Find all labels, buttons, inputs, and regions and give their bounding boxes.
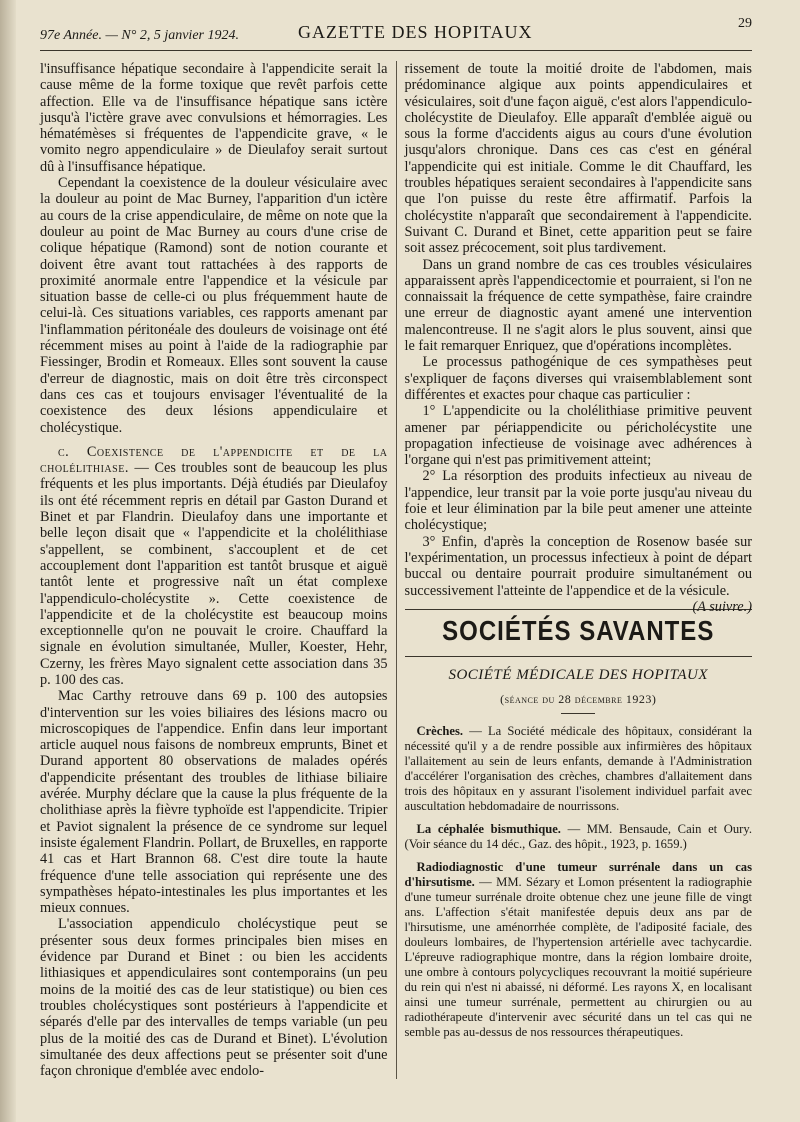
paragraph: Cependant la coexistence de la douleur vésiculaire avec la douleur au point de Mac Burney, l'apparition d'un ictère au cours de la crise appendiculaire, de même on note que la douleur au point de Mac Burney au cours d'une crise de colique hépatique (Ramond) sont de notion courante et doivent être avant tout rattachées à des rapports de proximité anormale entre l'appendice et la vésicule par situation basse de celle-ci ou plus fréquemment haute de celui-là. Ces situations variables, ces rapports amenant par l'inflammation péritonéale des douleurs de voisinage ont été récemment mises au point à l'aide de la radiographie par Fiessinger, Brodin et Romeaux. Elles sont souvent la cause d'erreur de diagnostic, mais on doit être très circonspect dans ces cas et toujours envisager l'éventualité de la coexistence des deux lésions appendiculaire et cholécystique. — [40, 175, 388, 436]
issue-info: 97e Année. — N° 2, 5 janvier 1924. — [40, 28, 239, 43]
section-banner: SOCIÉTÉS SAVANTES — [442, 615, 715, 647]
paragraph — [40, 444, 388, 688]
society-entries — [405, 724, 753, 1040]
paragraph: 2° La résorption des produits infectieux au niveau de l'appendice, leur transit par la voie porte jusqu'au niveau du foie et leur élimination par la bile peut amener une atteinte cholécystique; — [404, 468, 752, 534]
entry — [405, 822, 753, 852]
session-date: (séance du 28 décembre 1923) — [500, 691, 657, 706]
column-divider — [396, 61, 397, 1079]
paragraph: Dans un grand nombre de cas ces troubles vésiculaires apparaissent après l'appendicectomie et pourraient, si l'on ne connaissait la fréquence de cette sympathèse, faire craindre une erreur de diagnostic ayant amené une intervention malencontreuse. Il ne s'agit alors le plus souvent, ainsi que le fait remarquer Enriquez, que d'opérations incomplètes. — [404, 256, 752, 355]
paragraph: L'association appendiculo cholécystique peut se présenter sous deux formes principales bien mises en évidence par Durand et Binet : ou bien les accidents lithiasiques et appendiculaires sont contemporains (un peu moins de la moitié des cas de leur statistique) ou bien ces troubles cholécystiques sont postérieurs à l'appendicite et séparés d'elle par des intervalles de temps variable (un peu plus de la moitié des cas de Durand et Binet). L'évolution simultanée des deux affections peut se présenter soit d'une façon chronique d'emblée avec endolo- — [40, 916, 388, 1080]
society-title: SOCIÉTÉ MÉDICALE DES HOPITAUX — [448, 666, 709, 683]
paragraph-text: 3° Enfin, d'après la conception de Rosenow basée sur l'expérimentation, un processus infectieux à point de départ buccal ou dentaire pourrait produire simultanément ou successivement l'atteinte de l'appendice et de la vésicule. — [404, 533, 752, 599]
paragraph: l'insuffisance hépatique secondaire à l'appendicite serait la cause même de la forme toxique que revêt parfois cette affection. Elle va de l'insuffisance hépatique sans ictère jusqu'à l'ictère grave avec convulsions et hémorragies. Les hématémèses si fréquentes de l'appendicite grave, « le vomito negro appendiculaire » de Dieulafoy serait surtout dû à l'insuffisance hépatique. — [40, 61, 388, 175]
entry-title: Radiodiagnostic d'une tumeur surrénale dans un cas d'hirsutisme. — [404, 859, 752, 889]
to-be-continued: (A suivre.) — [692, 598, 752, 615]
page-header — [40, 0, 752, 51]
entry-text: — MM. Sézary et Lomon présentent la radiographie d'une tumeur surrénale droite obtenue chez une jeune fille de vingt ans. L'affection s'était manifestée depuis deux ans par de l'hirsutisme, une aménorrhée complète, de l'adiposité faciale, des douleurs lombaires, de l'hypertension artérielle avec tachycardie. L'épreuve radiographique montre, dans la région lombaire droite, une ombre à contours polycycliques recouvrant la moitié supérieure du rein qui n'est ni abaissé, ni déformé. Les rayons X, en localisant ainsi une tumeur surrénale, permettent au chirurgien ou au radiothérapeute d'intervenir avec sécurité dans un tel cas qui ne semble pas au-dessus de nos ressources thérapeutiques. — [404, 874, 752, 1039]
paragraph — [404, 533, 753, 615]
section-heading: c. Coexistence de l'appendicite et de la cholélithiase. — [40, 443, 388, 477]
columns — [40, 61, 752, 1079]
paragraph: Mac Carthy retrouve dans 69 p. 100 des autopsies d'intervention sur les voies biliaires des lésions macro ou microscopiques de l'appendice. Enfin dans leur important article auquel nous faisons de nombreux emprunts, Binet et Durand apportent 80 observations de malades opérés d'appendicite présentant des troubles de lithiase biliaire avérée. Murphy déclare que la cause la plus fréquente de la cholithiase après la fièvre typhoïde est l'appendicite. Tripier et Paviot signalent la présence de ce syndrome sur lequel insiste également Flandrin. Pollart, de Bruxelles, en rapporte 41 cas et Hart Brannon 68. C'est dire toute la haute fréquence d'une telle association qui représente une des sympathèses hépato-intestinales les plus importantes et les mieux connues. — [40, 688, 388, 917]
journal-title: GAZETTE DES HOPITAUX — [298, 22, 533, 42]
paragraph: Le processus pathogénique de ces sympathèses peut s'expliquer de façons diverses qui vraisemblablement sont différentes et exactes pour chaque cas particulier : — [404, 354, 752, 403]
entry-text: — La Société médicale des hôpitaux, considérant la nécessité qu'il y a de rendre possible aux infirmières des hôpitaux l'allaitement au sein de leurs enfants, demande à l'Administration d'accélérer l'organisation des crèches, chambres d'allaitement dans trois des hôpitaux en y assurant l'isolement individuel parfait avec auscultation hebdomadaire de nourrissons. — [404, 723, 752, 813]
entry — [405, 724, 753, 814]
left-column — [40, 61, 388, 1079]
right-column — [405, 61, 753, 1079]
page-number: 29 — [738, 16, 752, 31]
entry-title: La céphalée bismuthique. — [416, 821, 561, 836]
section-rule — [405, 656, 753, 657]
short-rule — [561, 713, 595, 714]
paragraph: rissement de toute la moitié droite de l'abdomen, mais prédominance algique aux points appendiculaires et vésiculaires, soit d'une façon aiguë, c'est alors l'appendiculo-cholécystite de Dieulafoy. Elle apparaît d'emblée aiguë ou sous la forme d'accidents aigus au cours d'une évolution jusqu'alors chronique. Dans ces cas c'est en général l'appendicite qui est initiale. Comme le dit Chauffard, les troubles hépatiques seraient secondaires à l'appendicite sans que l'on puisse du reste être affirmatif. Parfois la cholécystite n'apparaît que secondairement à l'appendicite. Suivant C. Durand et Binet, cette apparition peut se faire soit assez précocement, soit plus tardivement. — [404, 61, 752, 257]
entry — [405, 860, 753, 1040]
paragraph: 1° L'appendicite ou la cholélithiase primitive peuvent amener par périappendicite ou péricholécystite une propagation infectieuse de voisinage avec adhérences à l'organe qui n'est pas primitivement atteint; — [404, 403, 752, 469]
paragraph-text: — Ces troubles sont de beaucoup les plus fréquents et les plus importants. Déjà étudiés par Dieulafoy ils ont été récemment repris en détail par Gaston Durand et Binet et par Flandrin. Dieulafoy dans une importante et belle leçon disait que « l'appendicite et la cholélithiase s'appellent, se combinent, s'accouplent et de cet accouplement dont l'apparition est tantôt brusque et aiguë tantôt lente et progressive naît un état complexe l'appendiculo-cholécystite ». Cette coexistence de l'appendicite et de la cholécystite est beaucoup moins exceptionnelle qu'on ne pouvait le croire. Chauffard la signale en évolution simultanée, Muller, Koester, Hehr, Czerny, les frères Mayo signalent cette association dans 35 p. 100 des cas. — [40, 460, 388, 688]
entry-text: — MM. Bensaude, Cain et Oury. (Voir séance du 14 déc., Gaz. des hôpit., 1923, p. 1659.) — [404, 821, 753, 851]
page-edge-shadow — [0, 0, 16, 1122]
entry-title: Crèches. — [416, 723, 464, 738]
